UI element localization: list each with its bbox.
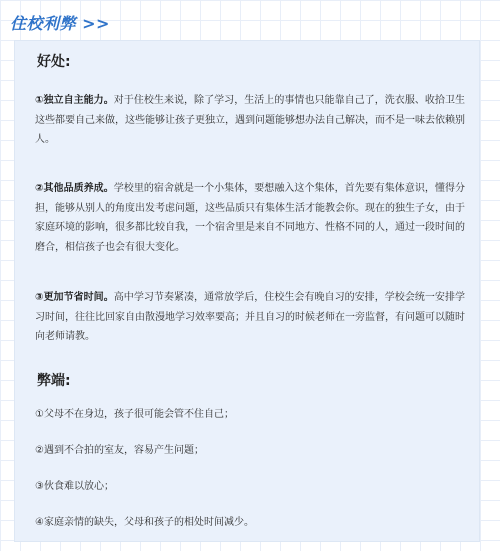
cons-item-1: ①父母不在身边，孩子很可能会管不住自己； [35,409,234,420]
pros-item-1 [35,91,465,150]
pros-heading: 好处: [37,54,71,70]
pros-item-3-lead: ③更加节省时间。 [35,292,114,303]
pros-item-3 [35,288,465,347]
pros-item-1-text: 对于住校生来说，除了学习，生活上的事情也只能靠自己了，洗衣服、收拾卫生这些都要自己来做，这些能够让孩子更独立，遇到问题能够想办法自己解决，而不是一味去依赖别人。 [35,95,466,145]
cons-item-4: ④家庭亲情的缺失，父母和孩子的相处时间减少。 [35,517,254,528]
double-chevron-right-icon: >> [82,14,110,33]
section-title-text: 住校利弊 [10,14,77,33]
content-card [14,40,480,542]
cons-heading: 弊端: [37,373,71,389]
pros-item-3-text: 高中学习节奏紧凑，通常放学后，住校生会有晚自习的安排，学校会统一安排学习时间，往往比回家自由散漫地学习效率要高；并且自习的时候老师在一旁监督，有问题可以随时向老师请教。 [35,292,466,342]
pros-item-2 [35,179,465,257]
article-header [0,0,500,40]
section-title [10,11,110,34]
pros-item-2-text: 学校里的宿舍就是一个小集体，要想融入这个集体，首先要有集体意识，懂得分担，能够从别人的角度出发考虑问题，这些品质只有集体生活才能教会你。现在的独生子女，由于家庭环境的影响，很多都比较自我，一个宿舍里是来自不同地方、性格不同的人，通过一段时间的磨合，相信孩子也会有很大变化。 [35,183,466,253]
pros-item-2-lead: ②其他品质养成。 [35,183,114,194]
cons-item-3: ③伙食难以放心； [35,481,114,492]
pros-item-1-lead: ①独立自主能力。 [35,95,114,106]
cons-item-2: ②遇到不合拍的室友，容易产生问题； [35,445,204,456]
